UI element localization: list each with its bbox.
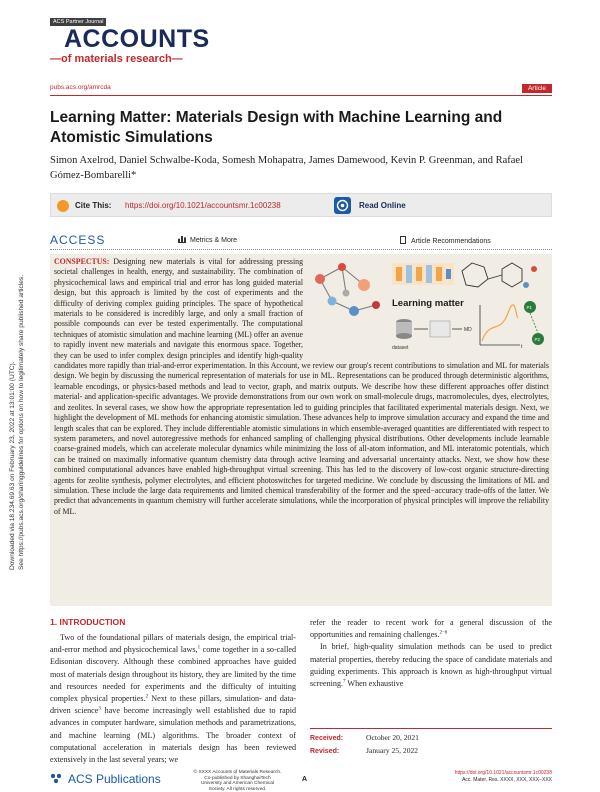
ref-sup[interactable]: 1 [197, 645, 201, 651]
article-title: Learning Matter: Materials Design with Machine Learning and Atomistic Simulations [50, 109, 503, 146]
intro-paragraph: Two of the foundational pillars of materials design, the empirical trial-and-error method and physicochemical laws,$^1$ come together in a so-called Edisonian discovery. Although these combined approaches have guided most of materials design throughout its history, they are limited by the time and resources needed for experiments and the difficulty of intuiting complex physical properties.$^2$ Next to these pillars, simulation- and data-driven science$^3$ have become increasingly well established due to rapid advances in computer hardware, simulation methods and parametrizations, and machine learning (ML) algorithms. The broader context of computational acceleration in materials design has been reviewed extensively in the last several years; we [50, 633, 297, 765]
article-dates [310, 728, 552, 758]
intro-paragraph-continued: refer the reader to recent work for a general discussion of the opportunities and remaining challenges.$^{2-6}$ [310, 618, 552, 640]
download-notice-line-1: Downloaded via 18.234.69.63 on February 23, 2022 at 13:01:00 (UTC). [9, 361, 16, 570]
header-divider [50, 95, 552, 96]
footer-journal-citation: Acc. Mater. Res. XXXX, XXX, XXX−XXX [462, 776, 552, 783]
footer-doi-link[interactable]: https://doi.org/10.1021/accountsmr.1c00238 [454, 770, 552, 776]
toc-graphic [312, 259, 546, 353]
download-notice [6, 230, 36, 570]
intro-left-column [50, 617, 296, 766]
intro-right-column [310, 617, 552, 690]
article-authors: Simon Axelrod, Daniel Schwalbe-Koda, Somesh Mohapatra, James Damewood, Kevin P. Greenman, and Rafael Gómez-Bombarelli* [50, 155, 523, 181]
copyright-notice: © XXXX Accounts of Materials Research. Co-published by ShanghaiTech University and American Chemical Society. All rights reserved. [193, 770, 282, 792]
ref-sup[interactable]: 3 [98, 706, 101, 712]
acs-publications-logo: ACS Publications [50, 772, 161, 786]
bar-chart-icon [178, 236, 186, 243]
download-notice-line-2: See https://pubs.acs.org/sharingguidelines for options on how to legitimately share published articles. [18, 274, 25, 570]
journal-logo: ACCOUNTS [64, 25, 210, 53]
metrics-label: Metrics & More [190, 237, 238, 244]
read-online-link[interactable]: Read Online [359, 201, 406, 210]
article-recommendations-link[interactable] [400, 236, 491, 245]
molecule-network-graphic [315, 263, 380, 316]
ref-sup[interactable]: 2−6 [439, 630, 448, 636]
revised-date-row [310, 745, 552, 758]
structure-graphic [462, 263, 537, 288]
journal-logo-subtitle: —of materials research— [50, 53, 183, 65]
time-axis-label: t [521, 344, 523, 350]
received-date: October 20, 2021 [366, 733, 419, 742]
abstract-label: CONSPECTUS: [54, 257, 110, 266]
cite-icon [57, 200, 69, 212]
intro-paragraph-2: In brief, high-quality simulation methods can be used to predict material properties, thereby reducing the space of candidate materials and guiding experiments. This approach is known as high-throughput virtual screening.$^7$ When exhaustive [310, 642, 552, 689]
p2-label: P2 [534, 337, 541, 342]
neural-network-graphic [392, 263, 454, 285]
metrics-link[interactable] [178, 236, 237, 244]
section-heading: 1. INTRODUCTION [50, 617, 126, 627]
article-type-badge: Article [522, 84, 552, 93]
access-divider [50, 249, 552, 250]
article-recommendations-label: Article Recommendations [411, 238, 491, 245]
ref-sup[interactable]: 2 [145, 694, 149, 700]
journal-url-link[interactable]: pubs.acs.org/amrcda [50, 84, 111, 91]
ref-sup[interactable]: 7 [343, 679, 346, 685]
received-label: Received: [310, 735, 344, 742]
dataset-label: dataset [392, 345, 409, 351]
cite-label: Cite This: [75, 201, 112, 210]
cite-bar [50, 193, 552, 217]
md-label: MD [464, 327, 472, 333]
plot-graphic [480, 305, 523, 350]
read-online-icon[interactable] [334, 197, 351, 214]
revised-label: Revised: [310, 748, 340, 755]
p1-label: P1 [526, 305, 533, 310]
particle-graphic [524, 301, 544, 345]
dataset-graphic [392, 319, 472, 351]
revised-date: January 25, 2022 [366, 746, 419, 755]
doi-link[interactable]: https://doi.org/10.1021/accountsmr.1c00238 [125, 201, 281, 210]
document-icon [400, 236, 406, 244]
partner-journal-label: ACS Partner Journal [50, 18, 106, 26]
abstract-body: Designing new materials is vital for addressing pressing societal challenges in health, energy, and sustainability. The combination of physicochemical laws and empirical trial and error has long guided material design, but this approach is limited by the cost of experiments and the difficulty of deriving complex guiding principles. The space of hypothetical materials to be considered is incredibly large, and only a small fraction of possible compounds can ever be tested experimentally. The computational techniques of atomistic simulation and machine learning (ML) offer an avenue to rapidly invent new materials and navigate this enormous space. Together, they can be used to infer complex design principles and identify high-quality candidates more rapidly than trial-and-error experimentation. In this Account, we review our group's recent contributions to simulation and ML for materials design. We begin by discussing the numerical representation of materials for use in ML. Representations can be produced through deterministic algorithms, learnable encodings, or physics-based methods and lead to vector, graph, and matrix outputs. We describe how these different approaches offer distinct material- and application-specific advantages. We provide demonstrations from our own work on small-molecule drugs, macromolecules, dyes, electrolytes, and zeolites. In several cases, we show how the appropriate representation led to guiding principles that facilitated experimental materials design. Next, we highlight the development of ML methods for enhancing atomistic simulation. These advances help to improve simulation accuracy and expand the time and length scales that can be explored. They include differentiable atomistic simulations in which ensemble-averaged quantities are differentiated with respect to system parameters, and novel autoregressive methods for enhanced sampling of challenging physical distributions. Other developments include learnable coarse-grained models, which can accelerate molecular dynamics while minimizing the loss of all-atom information, and ML interatomic potentials, which can be trained on maximally informative quantum chemistry data through active learning and adversarial uncertainty attacks. Next, we show how these combined computational advances have enabled high-throughput virtual screening. This has led to the discovery of low-cost organic structure-directing agents for zeolite synthesis, polymer electrolytes, and efficient photoswitches for targeted medicine. We conclude by discussing the limitations of ML and simulation. These include the large data requirements and limited chemical transferability of the former and the speed−accuracy trade-offs of the latter. We predict that advancements in quantum chemistry will further accelerate simulations, while the incorporation of physical principles will improve the reliability of ML. [54, 257, 549, 516]
page-number: A [302, 776, 308, 783]
footer-citation [455, 770, 552, 783]
journal-url-bar [50, 84, 552, 94]
access-label: ACCESS [50, 233, 106, 247]
toc-label: Learning matter [392, 298, 464, 309]
acs-logo-icon [50, 773, 64, 785]
page-footer [50, 770, 552, 792]
received-date-row [310, 732, 552, 745]
